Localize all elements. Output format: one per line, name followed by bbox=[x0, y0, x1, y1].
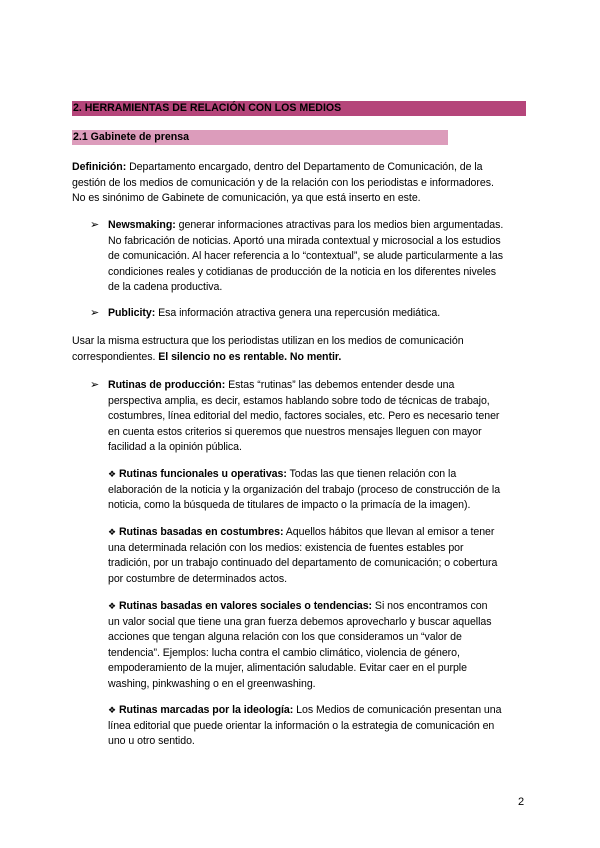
rutinas-funcionales-label: Rutinas funcionales u operativas: bbox=[118, 468, 287, 480]
rutinas-ideologia-label: Rutinas marcadas por la ideología: bbox=[118, 704, 294, 716]
newsmaking-line-1: Newsmaking: generar informaciones atractivas para los medios bien argumentadas. bbox=[108, 219, 504, 231]
diamond-bullet-icon: ❖ bbox=[108, 527, 117, 537]
rutinas-ideologia-line-1: ❖ Rutinas marcadas por la ideología: Los Medios de comunicación presentan una bbox=[108, 704, 502, 716]
definition-line-2: gestión de los medios de comunicación y de la relación con los periodistas e informadores. bbox=[72, 176, 494, 189]
arrow-bullet-icon: ➢ bbox=[90, 379, 100, 391]
newsmaking-label: Newsmaking: bbox=[108, 219, 176, 231]
definition-label: Definición: bbox=[72, 161, 127, 173]
rutinas-costumbres-line-4: por costumbre de determinados actos. bbox=[108, 572, 287, 585]
rutinas-valores-line-1: ❖ Rutinas basadas en valores sociales o tendencias: Si nos encontramos con bbox=[108, 600, 488, 612]
rutinas-funcionales-line-1: ❖ Rutinas funcionales u operativas: Todas las que tienen relación con la bbox=[108, 468, 457, 480]
rutinas-valores-line-4: tendencia”. Ejemplos: lucha contra el cambio climático, violencia de género, bbox=[108, 646, 460, 659]
rutinas-costumbres-line-2: una determinada relación con los medios: existencia de fuentes estables por bbox=[108, 541, 464, 554]
arrow-bullet-icon: ➢ bbox=[90, 307, 100, 319]
rutinas-costumbres-label: Rutinas basadas en costumbres: bbox=[118, 526, 284, 538]
rutinas-valores-line-6: washing, pinkwashing o en el greenwashing. bbox=[108, 677, 316, 690]
rutinas-costumbres-line-3: tradición, por un trabajo continuado del departamento de comunicación; o cobertura bbox=[108, 557, 498, 569]
section-title: 2. HERRAMIENTAS DE RELACIÓN CON LOS MEDIOS bbox=[73, 102, 342, 114]
diamond-bullet-icon: ❖ bbox=[108, 705, 117, 715]
page-number: 2 bbox=[518, 796, 525, 808]
structure-line-1: Usar la misma estructura que los periodistas utilizan en los medios de comunicación bbox=[72, 335, 464, 347]
publicity-line: Publicity: Esa información atractiva genera una repercusión mediática. bbox=[108, 307, 441, 319]
structure-emphasis: El silencio no es rentable. No mentir. bbox=[158, 350, 342, 363]
subsection-title: 2.1 Gabinete de prensa bbox=[73, 131, 189, 143]
rutinas-funcionales-line-3: noticia, como la búsqueda de titulares de impacto o la primacía de la imagen). bbox=[108, 499, 471, 511]
arrow-bullet-icon: ➢ bbox=[90, 219, 100, 231]
rutinas-valores-line-2: un valor social que tiene una gran fuerza debemos aprovecharlo y buscar aquellas bbox=[108, 615, 492, 628]
rutinas-produccion-line-2: perspectiva amplia, es decir, estamos hablando sobre todo de técnicas de trabajo, bbox=[108, 394, 490, 407]
rutinas-valores-line-3: acciones que tengan alguna relación con los que consideramos un “valor de bbox=[108, 631, 462, 643]
publicity-label: Publicity: bbox=[108, 307, 156, 319]
rutinas-produccion-line-3: costumbres, línea editorial del medio, factores sociales, etc. Pero es necesario tener bbox=[108, 410, 500, 422]
definition-line-3: No es sinónimo de Gabinete de comunicación, ya que está inserto en este. bbox=[72, 192, 421, 204]
newsmaking-line-2: No fabricación de noticias. Aportó una mirada contextual y microsocial a los estudios bbox=[108, 234, 501, 247]
rutinas-funcionales-line-2: elaboración de la noticia y la organización del trabajo (proceso de construcción de la bbox=[108, 483, 501, 496]
rutinas-valores-line-5: empoderamiento de la mujer, alimentación saludable. Evitar caer en el purple bbox=[108, 662, 467, 674]
rutinas-ideologia-line-2: línea editorial que puede orientar la información o la estrategia de comunicación en bbox=[108, 719, 495, 732]
rutinas-ideologia-line-3: uno u otro sentido. bbox=[108, 735, 195, 747]
rutinas-costumbres-line-1: ❖ Rutinas basadas en costumbres: Aquellos hábitos que llevan al emisor a tener bbox=[108, 526, 495, 538]
diamond-bullet-icon: ❖ bbox=[108, 469, 117, 479]
rutinas-produccion-line-5: facilidad a la opinión pública. bbox=[108, 441, 242, 453]
newsmaking-line-3: de comunicación. Al hacer referencia a lo “contextual”, se alude particularmente a las bbox=[108, 250, 503, 262]
rutinas-produccion-line-4: en cuenta estos criterios si queremos que nuestros mensajes lleguen con mayor bbox=[108, 425, 482, 438]
diamond-bullet-icon: ❖ bbox=[108, 601, 117, 611]
rutinas-produccion-label: Rutinas de producción: bbox=[108, 379, 226, 391]
rutinas-valores-label: Rutinas basadas en valores sociales o tendencias: bbox=[118, 600, 373, 612]
rutinas-produccion-line-1: Rutinas de producción: Estas “rutinas” las debemos entender desde una bbox=[108, 379, 455, 391]
newsmaking-line-4: condiciones reales y cotidianas de producción de la noticia en los diferentes niveles bbox=[108, 265, 496, 278]
newsmaking-line-5: de la cadena productiva. bbox=[108, 281, 223, 293]
structure-line-2: correspondientes. El silencio no es rentable. No mentir. bbox=[72, 350, 342, 363]
definition-line-1: Definición: Departamento encargado, dentro del Departamento de Comunicación, de la bbox=[72, 161, 483, 173]
